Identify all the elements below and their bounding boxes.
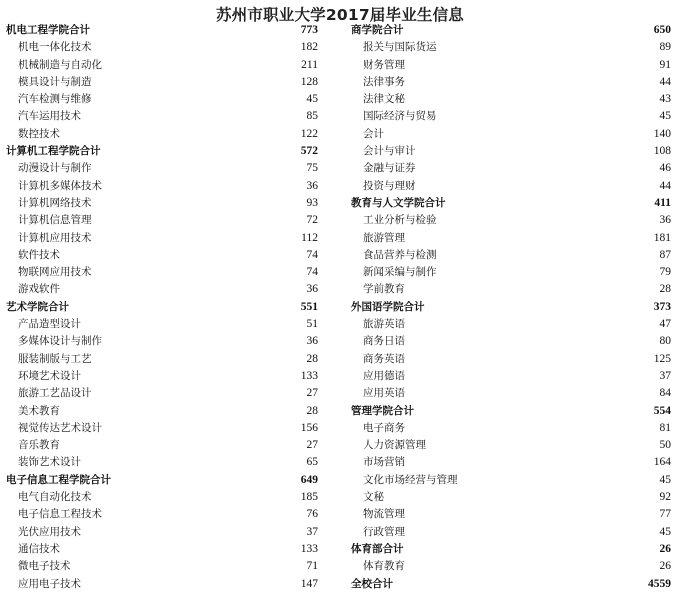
graduate-count: 79 xyxy=(659,266,671,279)
major-name: 光伏应用技术 xyxy=(18,525,81,538)
major-name: 装饰艺术设计 xyxy=(18,456,81,469)
graduate-count: 43 xyxy=(659,93,671,106)
graduate-count: 76 xyxy=(306,508,318,521)
college-name: 教育与人文学院合计 xyxy=(351,196,446,209)
major-name: 环境艺术设计 xyxy=(18,369,81,382)
major-name: 商务英语 xyxy=(363,352,405,365)
college-total-count: 773 xyxy=(300,24,318,36)
graduate-count: 122 xyxy=(300,127,318,140)
major-name: 机械制造与自动化 xyxy=(18,58,102,71)
major-name: 计算机网络技术 xyxy=(18,196,92,209)
college-name: 体育部合计 xyxy=(351,542,404,555)
graduate-count: 47 xyxy=(659,318,671,331)
major-name: 游戏软件 xyxy=(18,283,60,296)
major-row xyxy=(6,160,318,177)
major-row xyxy=(351,160,671,177)
college-total-count: 551 xyxy=(300,300,318,313)
graduate-count: 28 xyxy=(306,352,318,365)
major-row xyxy=(351,454,671,471)
major-row xyxy=(6,247,318,264)
major-name: 物联网应用技术 xyxy=(18,266,92,279)
graduate-count: 182 xyxy=(300,41,318,54)
graduate-count: 36 xyxy=(659,214,671,227)
major-row xyxy=(6,126,318,143)
graduate-count: 93 xyxy=(306,196,318,209)
major-row xyxy=(6,506,318,523)
major-name: 电子商务 xyxy=(363,421,405,434)
major-name: 报关与国际货运 xyxy=(363,41,437,54)
major-name: 服装制版与工艺 xyxy=(18,352,92,365)
major-name: 音乐教育 xyxy=(18,439,60,452)
graduate-count: 91 xyxy=(659,58,671,71)
major-name: 计算机多媒体技术 xyxy=(18,179,102,192)
major-row xyxy=(351,57,671,74)
graduate-count: 89 xyxy=(659,41,671,54)
major-row xyxy=(351,247,671,264)
major-name: 美术教育 xyxy=(18,404,60,417)
college-total-row xyxy=(351,195,671,212)
major-row xyxy=(351,264,671,281)
major-row xyxy=(6,437,318,454)
graduate-count: 50 xyxy=(659,439,671,452)
graduate-count: 74 xyxy=(306,248,318,261)
major-name: 国际经济与贸易 xyxy=(363,110,437,123)
college-total-row xyxy=(351,403,671,420)
major-row xyxy=(351,74,671,91)
major-row xyxy=(351,437,671,454)
major-name: 计算机信息管理 xyxy=(18,214,92,227)
graduate-count: 36 xyxy=(306,179,318,192)
college-name: 商学院合计 xyxy=(351,24,404,36)
major-row xyxy=(351,420,671,437)
major-row xyxy=(6,212,318,229)
graduate-count: 74 xyxy=(306,266,318,279)
graduate-count: 27 xyxy=(306,387,318,400)
right-table-column xyxy=(351,22,671,593)
graduate-count: 211 xyxy=(301,58,318,71)
major-row xyxy=(6,91,318,108)
major-row xyxy=(6,57,318,74)
major-name: 微电子技术 xyxy=(18,560,71,573)
major-row xyxy=(351,316,671,333)
graduate-count: 37 xyxy=(659,369,671,382)
major-name: 模具设计与制造 xyxy=(18,75,92,88)
college-total-row xyxy=(351,541,671,558)
major-row xyxy=(351,351,671,368)
major-name: 旅游工艺品设计 xyxy=(18,387,92,400)
graduate-count: 44 xyxy=(659,179,671,192)
major-name: 动漫设计与制作 xyxy=(18,162,92,175)
graduate-count: 128 xyxy=(300,75,318,88)
page-title: 苏州市职业大学2017届毕业生信息 xyxy=(215,6,465,24)
major-row xyxy=(351,178,671,195)
major-name: 学前教育 xyxy=(363,283,405,296)
graduate-count: 71 xyxy=(306,560,318,573)
major-name: 应用电子技术 xyxy=(18,577,81,590)
major-row xyxy=(351,506,671,523)
major-name: 人力资源管理 xyxy=(363,439,426,452)
major-row xyxy=(351,91,671,108)
major-name: 新闻采编与制作 xyxy=(363,266,437,279)
major-name: 食品营养与检测 xyxy=(363,248,437,261)
major-name: 机电一体化技术 xyxy=(18,41,92,54)
major-row xyxy=(351,333,671,350)
major-row xyxy=(6,333,318,350)
college-name: 机电工程学院合计 xyxy=(6,24,90,36)
college-total-count: 373 xyxy=(653,300,671,313)
graduate-count: 46 xyxy=(659,162,671,175)
college-total-count: 650 xyxy=(653,24,671,36)
graduate-count: 44 xyxy=(659,75,671,88)
graduate-count: 156 xyxy=(300,421,318,434)
college-name: 管理学院合计 xyxy=(351,404,414,417)
college-total-count: 572 xyxy=(300,145,318,158)
major-name: 会计与审计 xyxy=(363,145,416,158)
major-row xyxy=(351,489,671,506)
major-row xyxy=(6,281,318,298)
graduate-count: 72 xyxy=(306,214,318,227)
graduate-count: 147 xyxy=(300,577,318,590)
major-row xyxy=(351,212,671,229)
major-row xyxy=(6,195,318,212)
graduate-count: 36 xyxy=(306,283,318,296)
major-row xyxy=(351,126,671,143)
major-name: 法律事务 xyxy=(363,75,405,88)
major-name: 应用英语 xyxy=(363,387,405,400)
major-name: 计算机应用技术 xyxy=(18,231,92,244)
major-row xyxy=(6,576,318,593)
graduate-count: 75 xyxy=(306,162,318,175)
major-name: 市场营销 xyxy=(363,456,405,469)
graduate-count: 28 xyxy=(306,404,318,417)
graduate-count: 185 xyxy=(300,491,318,504)
major-row xyxy=(351,143,671,160)
major-row xyxy=(351,108,671,125)
graduate-count: 28 xyxy=(659,283,671,296)
major-name: 软件技术 xyxy=(18,248,60,261)
major-row xyxy=(6,230,318,247)
major-row xyxy=(351,39,671,56)
graduate-count: 125 xyxy=(653,352,671,365)
major-name: 旅游英语 xyxy=(363,318,405,331)
major-row xyxy=(351,230,671,247)
graduate-count: 108 xyxy=(653,145,671,158)
major-name: 产品造型设计 xyxy=(18,318,81,331)
graduate-count: 112 xyxy=(301,231,318,244)
graduate-count: 140 xyxy=(653,127,671,140)
major-name: 体育教育 xyxy=(363,560,405,573)
major-row xyxy=(351,281,671,298)
major-name: 数控技术 xyxy=(18,127,60,140)
graduate-count: 37 xyxy=(306,525,318,538)
graduate-count: 85 xyxy=(306,110,318,123)
graduate-count: 65 xyxy=(306,456,318,469)
major-row xyxy=(6,558,318,575)
major-row xyxy=(351,368,671,385)
major-row xyxy=(6,316,318,333)
major-name: 多媒体设计与制作 xyxy=(18,335,102,348)
major-name: 电子信息工程技术 xyxy=(18,508,102,521)
major-name: 会计 xyxy=(363,127,384,140)
major-name: 投资与理财 xyxy=(363,179,416,192)
major-name: 汽车运用技术 xyxy=(18,110,81,123)
major-name: 视觉传达艺术设计 xyxy=(18,421,102,434)
major-name: 电气自动化技术 xyxy=(18,491,92,504)
college-name: 全校合计 xyxy=(351,577,393,590)
college-total-count: 4559 xyxy=(648,577,671,590)
college-name: 艺术学院合计 xyxy=(6,300,69,313)
graduate-count: 45 xyxy=(659,473,671,486)
college-total-count: 26 xyxy=(659,542,671,555)
major-name: 旅游管理 xyxy=(363,231,405,244)
college-total-row xyxy=(6,143,318,160)
graduate-count: 81 xyxy=(659,421,671,434)
major-name: 应用德语 xyxy=(363,369,405,382)
college-total-count: 649 xyxy=(300,473,318,486)
major-row xyxy=(6,39,318,56)
college-name: 外国语学院合计 xyxy=(351,300,425,313)
graduate-count: 45 xyxy=(659,110,671,123)
left-table-column xyxy=(6,22,318,593)
college-name: 计算机工程学院合计 xyxy=(6,145,101,158)
major-name: 金融与证券 xyxy=(363,162,416,175)
major-row xyxy=(6,385,318,402)
major-row xyxy=(6,264,318,281)
college-total-row xyxy=(6,22,318,39)
major-row xyxy=(351,558,671,575)
graduate-count: 36 xyxy=(306,335,318,348)
graduate-count: 133 xyxy=(300,369,318,382)
college-total-row xyxy=(351,576,671,593)
college-total-row xyxy=(6,472,318,489)
college-total-count: 554 xyxy=(653,404,671,417)
major-name: 行政管理 xyxy=(363,525,405,538)
graduate-count: 26 xyxy=(659,560,671,573)
major-name: 商务日语 xyxy=(363,335,405,348)
graduate-count: 77 xyxy=(659,508,671,521)
major-name: 财务管理 xyxy=(363,58,405,71)
major-row xyxy=(351,472,671,489)
graduate-count: 133 xyxy=(300,542,318,555)
college-total-row xyxy=(6,299,318,316)
major-name: 法律文秘 xyxy=(363,93,405,106)
major-row xyxy=(6,420,318,437)
college-total-row xyxy=(351,22,671,39)
graduate-count: 80 xyxy=(659,335,671,348)
graduate-count: 164 xyxy=(653,456,671,469)
major-row xyxy=(6,74,318,91)
major-name: 汽车检测与维修 xyxy=(18,93,92,106)
major-row xyxy=(6,454,318,471)
major-row xyxy=(6,178,318,195)
major-row xyxy=(6,524,318,541)
college-total-count: 411 xyxy=(654,196,671,209)
major-row xyxy=(6,541,318,558)
major-row xyxy=(6,351,318,368)
graduate-count: 27 xyxy=(306,439,318,452)
major-name: 工业分析与检验 xyxy=(363,214,437,227)
major-name: 文秘 xyxy=(363,491,384,504)
graduate-count: 181 xyxy=(653,231,671,244)
graduate-count: 92 xyxy=(659,491,671,504)
graduate-count: 84 xyxy=(659,387,671,400)
major-row xyxy=(6,489,318,506)
college-total-row xyxy=(351,299,671,316)
major-name: 文化市场经营与管理 xyxy=(363,473,458,486)
major-row xyxy=(351,385,671,402)
major-row xyxy=(6,368,318,385)
major-name: 通信技术 xyxy=(18,542,60,555)
major-name: 物流管理 xyxy=(363,508,405,521)
major-row xyxy=(6,403,318,420)
graduate-count: 51 xyxy=(306,318,318,331)
graduate-count: 87 xyxy=(659,248,671,261)
graduate-count: 45 xyxy=(306,93,318,106)
college-name: 电子信息工程学院合计 xyxy=(6,473,111,486)
graduate-count: 45 xyxy=(659,525,671,538)
major-row xyxy=(351,524,671,541)
major-row xyxy=(6,108,318,125)
